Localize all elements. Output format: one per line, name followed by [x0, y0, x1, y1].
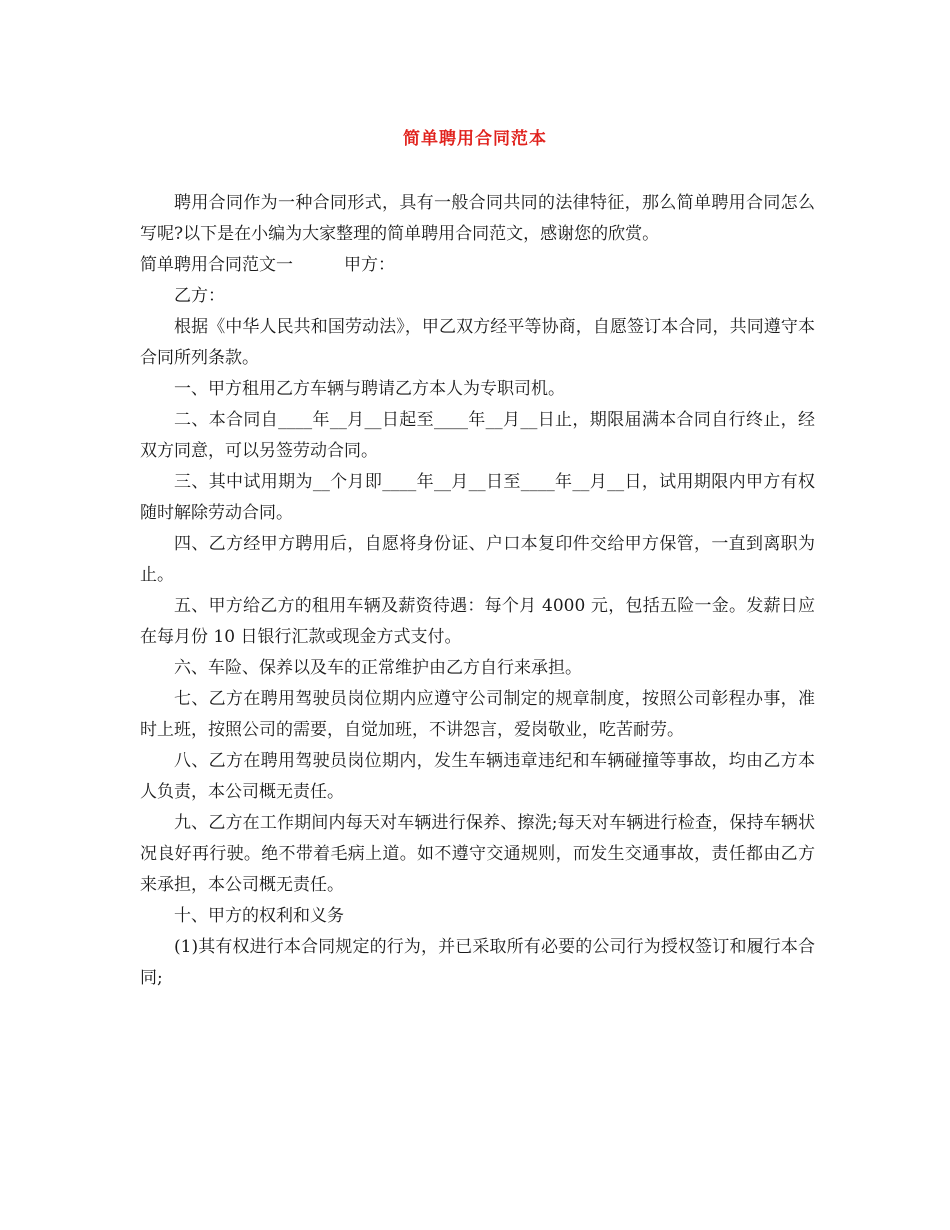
clause-1: 一、甲方租用乙方车辆与聘请乙方本人为专职司机。 [174, 379, 565, 399]
sample-heading-party-a: 简单聘用合同范文一 甲方： [140, 255, 395, 275]
clause-8: 八、乙方在聘用驾驶员岗位期内，发生车辆违章违纪和车辆碰撞等事故，均由乙方本人负责，本公司概无责任。 [140, 751, 815, 802]
clause-10-heading: 十、甲方的权利和义务 [174, 906, 344, 926]
clause-3: 三、其中试用期为__个月即____年__月__日至____年__月__日，试用期限内甲方有权随时解除劳动合同。 [140, 472, 815, 523]
party-b-line: 乙方： [174, 286, 225, 306]
clause-6: 六、车险、保养以及车的正常维护由乙方自行来承担。 [174, 658, 582, 678]
clause-10-item-1: (1)其有权进行本合同规定的行为，并已采取所有必要的公司行为授权签订和履行本合同; [140, 937, 815, 988]
clause-2: 二、本合同自____年__月__日起至____年__月__日止，期限届满本合同自行终止，经双方同意，可以另签劳动合同。 [140, 410, 815, 461]
intro-paragraph: 聘用合同作为一种合同形式，具有一般合同共同的法律特征，那么简单聘用合同怎么写呢?以下是在小编为大家整理的简单聘用合同范文，感谢您的欣赏。 [140, 193, 815, 244]
clause-7: 七、乙方在聘用驾驶员岗位期内应遵守公司制定的规章制度，按照公司彰程办事，准时上班，按照公司的需要，自觉加班，不讲怨言，爱岗敬业，吃苦耐劳。 [140, 689, 815, 740]
preamble-paragraph: 根据《中华人民共和国劳动法》，甲乙双方经平等协商，自愿签订本合同，共同遵守本合同所列条款。 [140, 317, 815, 368]
clause-5: 五、甲方给乙方的租用车辆及薪资待遇：每个月 4000 元，包括五险一金。发薪日应在每月份 10 日银行汇款或现金方式支付。 [140, 596, 815, 647]
clause-4: 四、乙方经甲方聘用后，自愿将身份证、户口本复印件交给甲方保管，一直到离职为止。 [140, 534, 815, 585]
document-body [140, 188, 815, 994]
document-title: 简单聘用合同范本 [403, 129, 547, 149]
clause-9: 九、乙方在工作期间内每天对车辆进行保养、擦洗;每天对车辆进行检查，保持车辆状况良好再行驶。绝不带着毛病上道。如不遵守交通规则，而发生交通事故，责任都由乙方来承担，本公司概无责任。 [140, 813, 815, 895]
